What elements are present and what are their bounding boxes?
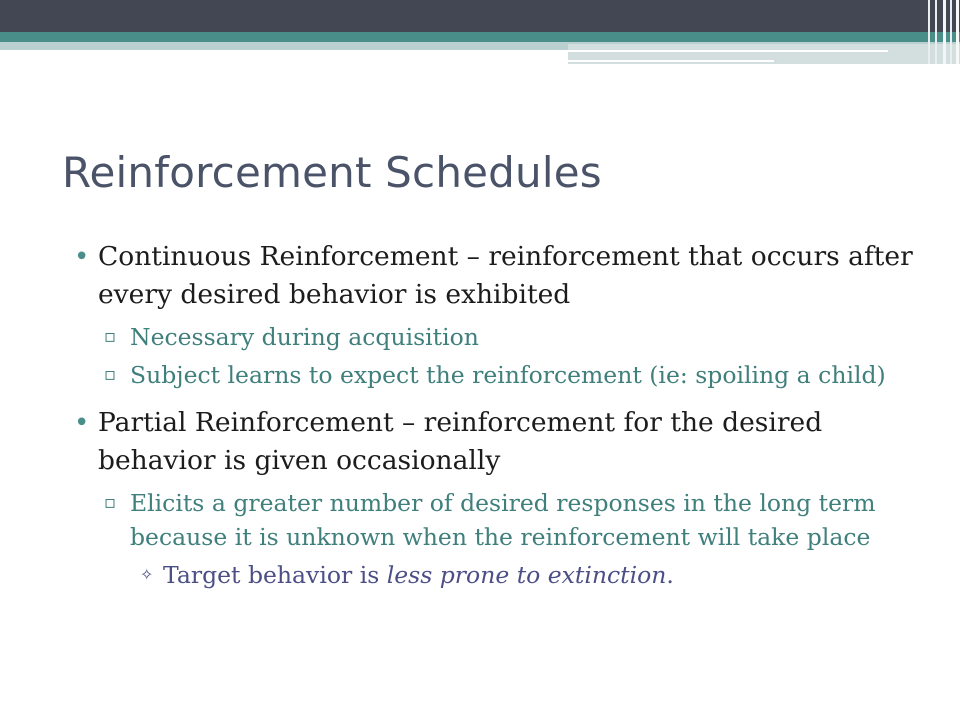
- sub-bullet-text: Necessary during acquisition: [130, 323, 479, 351]
- sub-bullet-greater-responses: [74, 486, 934, 554]
- header-vertical-stripe: [928, 0, 930, 64]
- header-vertical-stripe: [950, 0, 952, 64]
- header-dark-band: [0, 0, 960, 32]
- header-teal-band: [0, 32, 960, 42]
- slide-body: [74, 238, 934, 592]
- sub-bullet-expectation: [74, 358, 934, 392]
- sub-sub-bullet-prefix: Target behavior is: [163, 561, 387, 589]
- sub-sub-bullet-extinction: [74, 558, 934, 592]
- square-bullet-icon: ▫: [104, 364, 117, 385]
- header-vertical-stripe: [956, 0, 959, 64]
- sparkle-bullet-icon: ✧: [140, 565, 154, 584]
- bullet-dot-icon: •: [74, 242, 90, 272]
- sub-bullet-text: Subject learns to expect the reinforcement (ie: spoiling a child): [130, 361, 886, 389]
- square-bullet-icon: ▫: [104, 326, 117, 347]
- bullet-dot-icon: •: [74, 408, 90, 438]
- header-vertical-stripe: [935, 0, 937, 64]
- bullet-continuous-reinforcement: [74, 238, 934, 314]
- bullet-partial-reinforcement: [74, 404, 934, 480]
- sub-sub-bullet-suffix: .: [666, 561, 674, 589]
- header-vertical-stripe: [943, 0, 946, 64]
- square-bullet-icon: ▫: [104, 492, 117, 513]
- sub-bullet-text: Elicits a greater number of desired responses in the long term because it is unknown when the reinforcement will take place: [130, 489, 876, 551]
- bullet-text: Partial Reinforcement – reinforcement for the desired behavior is given occasionally: [98, 407, 823, 476]
- header-accent-line: [568, 50, 888, 52]
- header-accent-line-short: [568, 60, 774, 62]
- sub-bullet-acquisition: [74, 320, 934, 354]
- sub-sub-bullet-emphasis: less prone to extinction: [386, 561, 667, 589]
- bullet-text: Continuous Reinforcement – reinforcement that occurs after every desired behavior is exhibited: [98, 241, 913, 310]
- slide-title: Reinforcement Schedules: [62, 148, 602, 197]
